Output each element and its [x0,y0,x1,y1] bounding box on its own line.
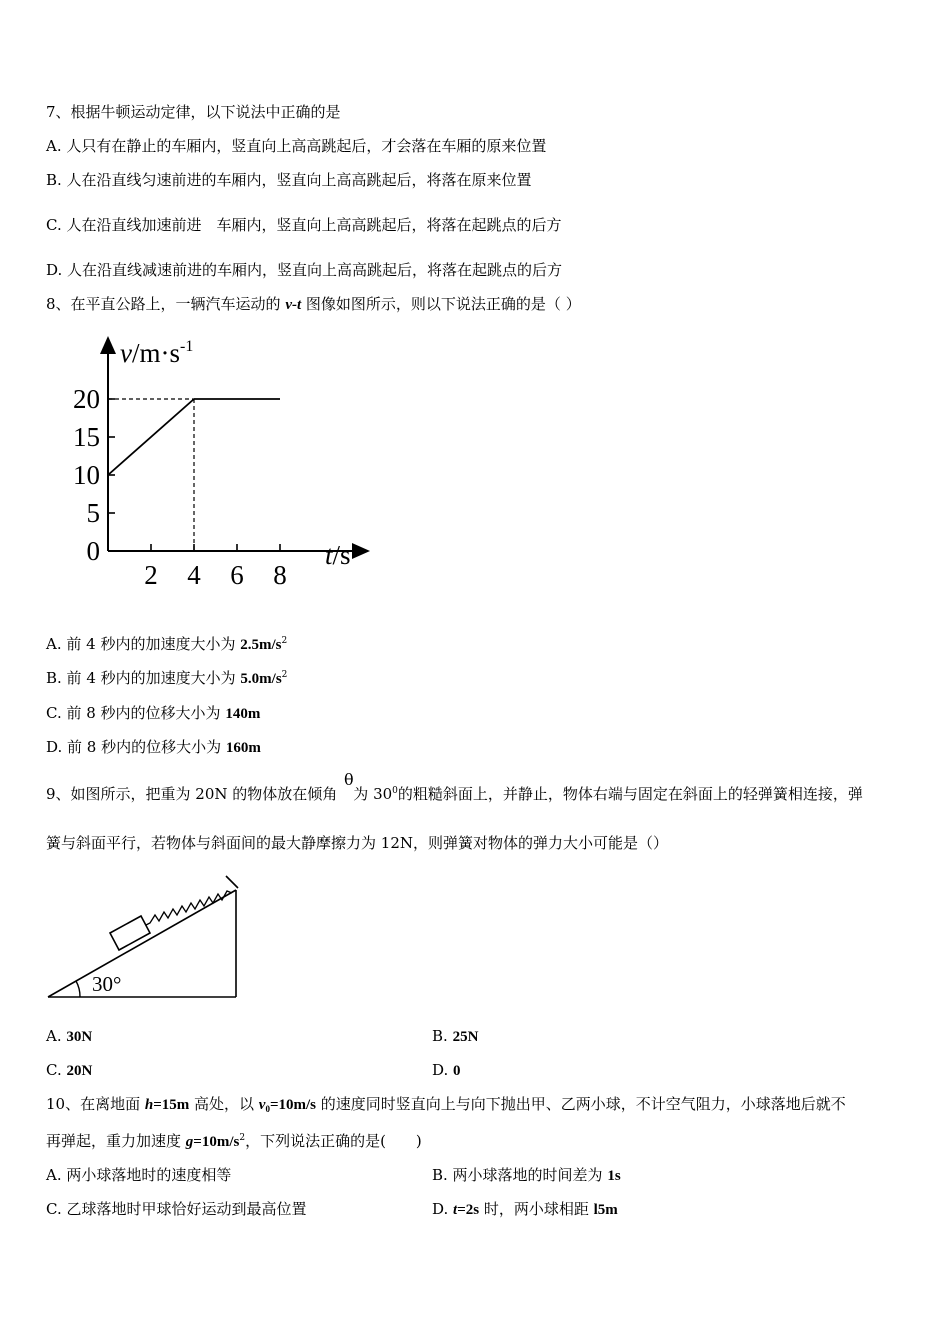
x-tick-label-8: 8 [273,560,287,590]
q10-option-d-mid: 时，两小球相距 [479,1200,594,1218]
y-tick-label-0: 0 [86,536,100,566]
q10-stem-line1 [46,1094,846,1115]
q10-option-b-label: B. 两小球落地的时间差为 [432,1166,608,1184]
q8-option-c-label: C. 前 8 秒内的位移大小为 [46,704,226,722]
q9-option-c [46,1060,92,1081]
q9-option-a-value: 30N [66,1029,93,1045]
spring [146,891,232,925]
q10-option-d [432,1199,618,1220]
q8-option-b-sup: 2 [281,670,288,680]
q10-option-d-label: D. [432,1200,454,1218]
q8-stem-var: v-t [285,297,302,313]
q8-option-a-value: 2.5m/s [240,637,282,653]
q10-g-value: =10m/s [193,1134,240,1150]
q7-option-a: A. 人只有在静止的车厢内，竖直向上高高跳起后，才会落在车厢的原来位置 [46,137,547,155]
x-tick-label-4: 4 [187,560,201,590]
q9-stem-part1: 9、如图所示，把重为 20N 的物体放在倾角 [46,785,338,803]
block [110,916,150,950]
q8-option-d-label: D. 前 8 秒内的位移大小为 [46,738,226,756]
y-tick-label-5: 5 [86,498,100,528]
q10-option-d-var: t [453,1202,458,1218]
q10-g-var: g [185,1134,194,1150]
y-tick-label-15: 15 [73,422,100,452]
q9-option-b-value: 25N [452,1029,479,1045]
q8-option-a-label: A. 前 4 秒内的加速度大小为 [46,635,241,653]
q8-option-c [46,703,260,724]
q8-option-a [46,634,287,655]
q10-h-var: h [144,1097,154,1113]
vt-graph [50,330,370,600]
q10-option-d-end: l5m [593,1202,618,1218]
q10-stem-part4: 再弹起，重力加速度 [46,1132,186,1150]
q10-g-sup: 2 [239,1133,246,1143]
y-axis-label: $v/m\cdot s^{-1}$ [120,338,194,368]
angle-arc [76,981,80,997]
q10-v0-sub: 0 [265,1104,270,1114]
series-0-segment-0 [108,399,194,475]
q9-option-b-label: B. [432,1027,453,1045]
q10-option-b-value: 1s [607,1168,621,1184]
y-tick-label-20: 20 [73,384,100,414]
q9-stem-line1 [46,784,863,804]
q9-stem-part3: 的粗糙斜面上，并静止，物体右端与固定在斜面上的轻弹簧相连接，弹 [397,785,863,803]
q10-option-c: C. 乙球落地时甲球恰好运动到最高位置 [46,1200,307,1218]
x-axis-label: t/s [325,540,351,570]
incline-diagram [44,862,244,1002]
q8-option-b [46,668,287,689]
q8-stem-tail: 图像如图所示，则以下说法正确的是（ ） [301,295,581,313]
q7-option-d: D. 人在沿直线减速前进的车厢内，竖直向上高高跳起后，将落在起跳点的后方 [46,261,563,279]
x-tick-label-6: 6 [230,560,244,590]
q8-stem [46,294,581,315]
q8-option-d-value: 160m [225,740,261,756]
q8-option-c-value: 140m [225,706,261,722]
q10-v0-var: v [258,1097,266,1113]
q10-option-b [432,1165,621,1186]
q8-option-b-label: B. 前 4 秒内的加速度大小为 [46,669,241,687]
q8-option-a-sup: 2 [281,636,288,646]
q9-option-d-value: 0 [453,1063,461,1079]
q9-degree-sup: 0 [392,786,398,796]
q9-option-a-label: A. [46,1027,67,1045]
q10-option-d-value: =2s [457,1202,480,1218]
q8-stem-text: 8、在平直公路上，一辆汽车运动的 [46,295,286,313]
q10-stem-part2: 高处，以 [189,1095,259,1113]
spring-mount [226,876,238,888]
q9-option-c-value: 20N [66,1063,93,1079]
q7-stem: 7、根据牛顿运动定律，以下说法中正确的是 [46,103,341,121]
q10-v0-value: =10m/s [269,1097,317,1113]
q10-stem-line2 [46,1131,422,1152]
q7-option-c: C. 人在沿直线加速前进 车厢内，竖直向上高高跳起后，将落在起跳点的后方 [46,216,562,234]
x-tick-label-2: 2 [144,560,158,590]
q9-option-d [432,1060,461,1081]
q10-stem-part5: ，下列说法正确的是( ) [245,1132,422,1150]
q7-option-b: B. 人在沿直线匀速前进的车厢内，竖直向上高高跳起后，将落在原来位置 [46,171,532,189]
q9-option-b [432,1026,478,1047]
y-tick-label-10: 10 [73,460,100,490]
q9-option-d-label: D. [432,1061,454,1079]
angle-label: 30° [92,972,122,996]
q10-option-a: A. 两小球落地时的速度相等 [46,1166,232,1184]
q9-option-a [46,1026,92,1047]
q9-option-c-label: C. [46,1061,67,1079]
q9-stem-part2: 为 30 [353,785,393,803]
q8-option-b-value: 5.0m/s [240,671,282,687]
q10-stem-part1: 10、在离地面 [46,1095,145,1113]
q10-h-value: =15m [153,1097,190,1113]
q9-stem-line2: 簧与斜面平行，若物体与斜面间的最大静摩擦力为 12N，则弹簧对物体的弹力大小可能是（） [46,834,668,852]
q10-stem-part3: 的速度同时竖直向上与向下抛出甲、乙两小球，不计空气阻力，小球落地后就不 [316,1095,846,1113]
theta-symbol: θ [344,770,354,789]
q8-option-d [46,737,261,758]
